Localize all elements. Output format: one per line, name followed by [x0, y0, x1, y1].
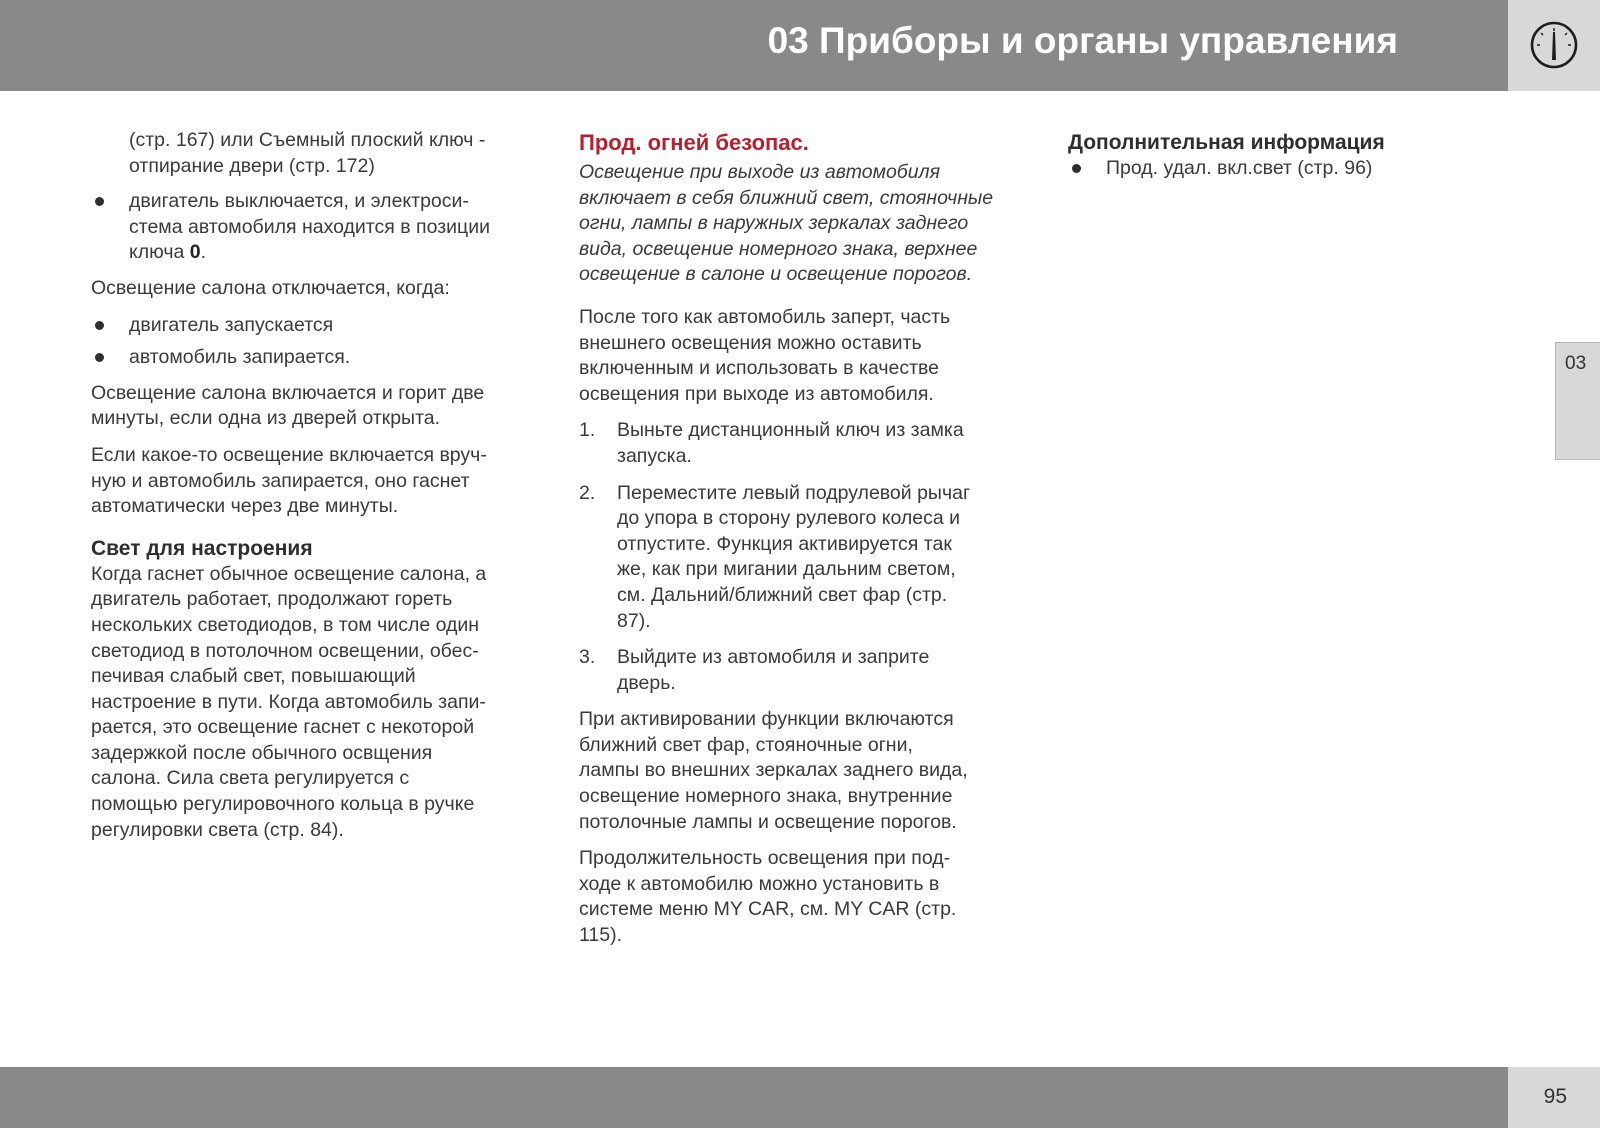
section-heading: Прод. огней безопас. — [579, 130, 809, 155]
column-1 — [91, 128, 536, 854]
list-item: 1. Выньте дистанционный ключ из замка запуска. — [579, 419, 964, 467]
mood-light-text: Когда гаснет обычное освещение салона, а двигатель работает, продолжают гореть нескольких светодиодов, в том числе один светодиод в потолочном освещении, обес- печивая слабый свет, повышающий настроение в пути. Когда автомобиль запи- рается, это освещение гаснет с некоторой задержкой после обычного освщения салона. Сила света регулируется с помощью регулировочного кольца в ручке регулировки света (стр. 84). — [91, 562, 487, 841]
list-item: автомобиль запирается. — [91, 345, 536, 371]
list-item: 3. Выйдите из автомобиля и заприте дверь. — [579, 646, 930, 694]
chapter-title: 03 Приборы и органы управления — [767, 20, 1398, 61]
engine-off-list — [91, 189, 536, 266]
chapter-side-tab — [1555, 342, 1600, 460]
paragraph-manual-light: Если какое-то освещение включается вруч- ную и автомобиль запирается, оно гаснет автоматически через две минуты. — [91, 443, 487, 518]
paragraph-light-on: Освещение салона включается и горит две минуты, если одна из дверей открыта. — [91, 381, 485, 430]
side-tab-label: 03 — [1565, 353, 1587, 374]
off-conditions-list — [91, 313, 536, 371]
continued-text: (стр. 167) или Съемный плоский ключ - отпирание двери (стр. 172) — [129, 129, 486, 177]
list-item: 2. Переместите левый подрулевой рычаг до упора в сторону рулевого колеса и отпустите. Функция активируется так же, как при мигании дальним светом, см. Дальний/ближний свет фар (стр. 87). — [579, 481, 971, 632]
list-item: двигатель запускается — [91, 313, 536, 339]
more-info-heading: Дополнительная информация — [1068, 131, 1385, 154]
more-info-list — [1068, 156, 1508, 182]
gauge-icon — [1529, 20, 1579, 70]
off-intro: Освещение салона отключается, когда: — [91, 276, 450, 299]
paragraph-locked: После того как автомобиль заперт, часть внешнего освещения можно оставить включенным и использовать в качестве освещения при выходе из автомобиля. — [579, 305, 951, 405]
list-item: двигатель выключается, и электроси- стема автомобиля находится в позиции ключа 0. — [91, 189, 536, 266]
mood-light-heading: Свет для настроения — [91, 536, 313, 560]
paragraph-activation: При активировании функции включаются ближний свет фар, стояночные огни, лампы во внешних зеркалах заднего вида, освещение номерного знака, внутренние потолочные лампы и освещение порогов. — [579, 708, 968, 833]
page-number: 95 — [1543, 1085, 1567, 1108]
column-2 — [579, 130, 1024, 960]
intro-italic: Освещение при выходе из автомобиля включает в себя ближний свет, стояночные огни, лампы в наружных зеркалах заднего вида, освещение номерного знака, верхнее освещение в салоне и освещение порогов. — [579, 161, 994, 286]
steps-list — [579, 418, 1024, 696]
list-item: Прод. удал. вкл.свет (стр. 96) — [1068, 156, 1508, 182]
footer-bar — [0, 1067, 1508, 1128]
page-number-box — [1508, 1067, 1600, 1128]
paragraph-duration: Продолжительность освещения при под- ходе к автомобилю можно установить в системе меню MY CAR, см. MY CAR (стр. 115). — [579, 847, 957, 947]
column-3 — [1068, 130, 1508, 192]
header-bar — [0, 0, 1508, 91]
chapter-icon-box — [1508, 0, 1600, 91]
